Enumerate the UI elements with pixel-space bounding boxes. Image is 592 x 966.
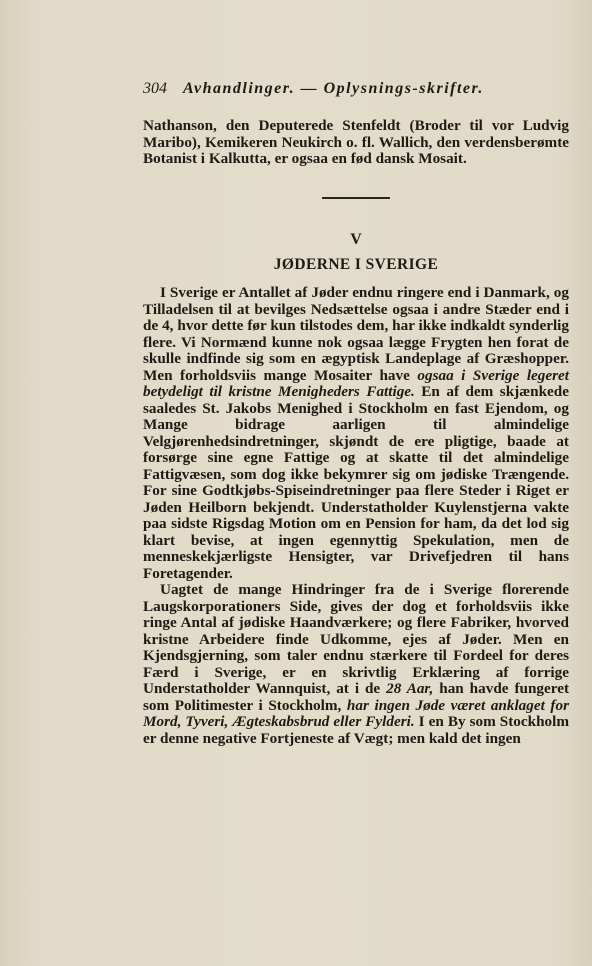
paragraph-2-text-a: Uagtet de mange Hindringer fra de i Sverige florerende Laugskorporationers Side, gives der dog et forholdsviis ikke ringe Antal af jødiske Haandværkere; og flere Fabriker, hvorved kristne Arbeidere finde Udkomme, ejes af Jøder. Men en Kjendsgjerning, som taler endnu stærkere til Fordeel for deres Færd i Sverige, er en skrivtlig Erklæring af forrige Understatholder Wannquist, at i de <box>143 581 569 697</box>
section-divider <box>322 197 390 199</box>
paragraph-1-text-a: I Sverige er Antallet af Jøder endnu ringere end i Danmark, og Tilladelsen til at bevilges Nedsættelse ogsaa i andre Stæder end i de 4, hvor dette før kun tilstodes dem, har ikke indkaldt synderlig flere. Vi Normænd kunne nok ogsaa lægge Frygten hen forat de skulle indfinde sig som en ægyptisk Landeplage af Græshopper. Men forholdsviis mange Mosaiter have <box>143 284 569 384</box>
paragraph-2-text-c: I en By som Stockholm er denne negative Fortjeneste af Vægt; men kald det ingen <box>143 713 569 747</box>
paragraph-2-emphasis-2: har ingen Jøde været anklaget for Mord, Tyveri, Ægteskabsbrud eller Fylderi. <box>143 696 569 730</box>
paragraph-1-emphasis: ogsaa i Sverige legeret betydeligt til kristne Menigheders Fattige. <box>143 366 569 400</box>
paragraph-2-emphasis-1: 28 Aar, <box>386 680 434 697</box>
body-paragraph-1 <box>143 285 569 582</box>
chapter-numeral: V <box>350 231 362 248</box>
intro-paragraph: Nathanson, den Deputerede Stenfeldt (Broder til vor Ludvig Maribo), Kemikeren Neukirch o. fl. Wallich, den verdensberømte Botanist i Kalkutta, er ogsaa en fød dansk Mosait. <box>143 117 569 167</box>
intro-text <box>143 118 569 168</box>
body-paragraph-2 <box>143 582 569 747</box>
paragraph-1-text-b: En af dem skjænkede saaledes St. Jakobs Menighed i Stockholm en fast Ejendom, og Mange bidrage aarligen til almindelige Velgjørenhedsindretninger, skjøndt de ere pligtige, baade at forsørge sine egne Fattige og at skatte til det almindelige Fattigvæsen, som dog ikke bekymrer sig om jødiske Trængende. For sine Godtkjøbs-Spiseindretninger paa flere Steder i Riget er Jøden Heilborn bekjendt. Understatholder Kuylenstjerna vakte paa sidste Rigsdag Motion om en Pension for ham, da det lod sig klart bevise, at ingen egennyttig Spekulation, men de menneskekjærligste Hensigter, var Drivefjedren til hans Foretagender. <box>143 383 569 582</box>
chapter-body <box>143 285 569 747</box>
running-title: Avhandlinger. — Oplysnings-skrifter. <box>183 80 484 97</box>
running-header <box>143 80 567 98</box>
chapter-title: JØDERNE I SVERIGE <box>273 256 439 273</box>
page-number: 304 <box>143 80 167 97</box>
paragraph-2-text-b: han havde fungeret som Politimester i Stockholm, <box>143 680 570 714</box>
